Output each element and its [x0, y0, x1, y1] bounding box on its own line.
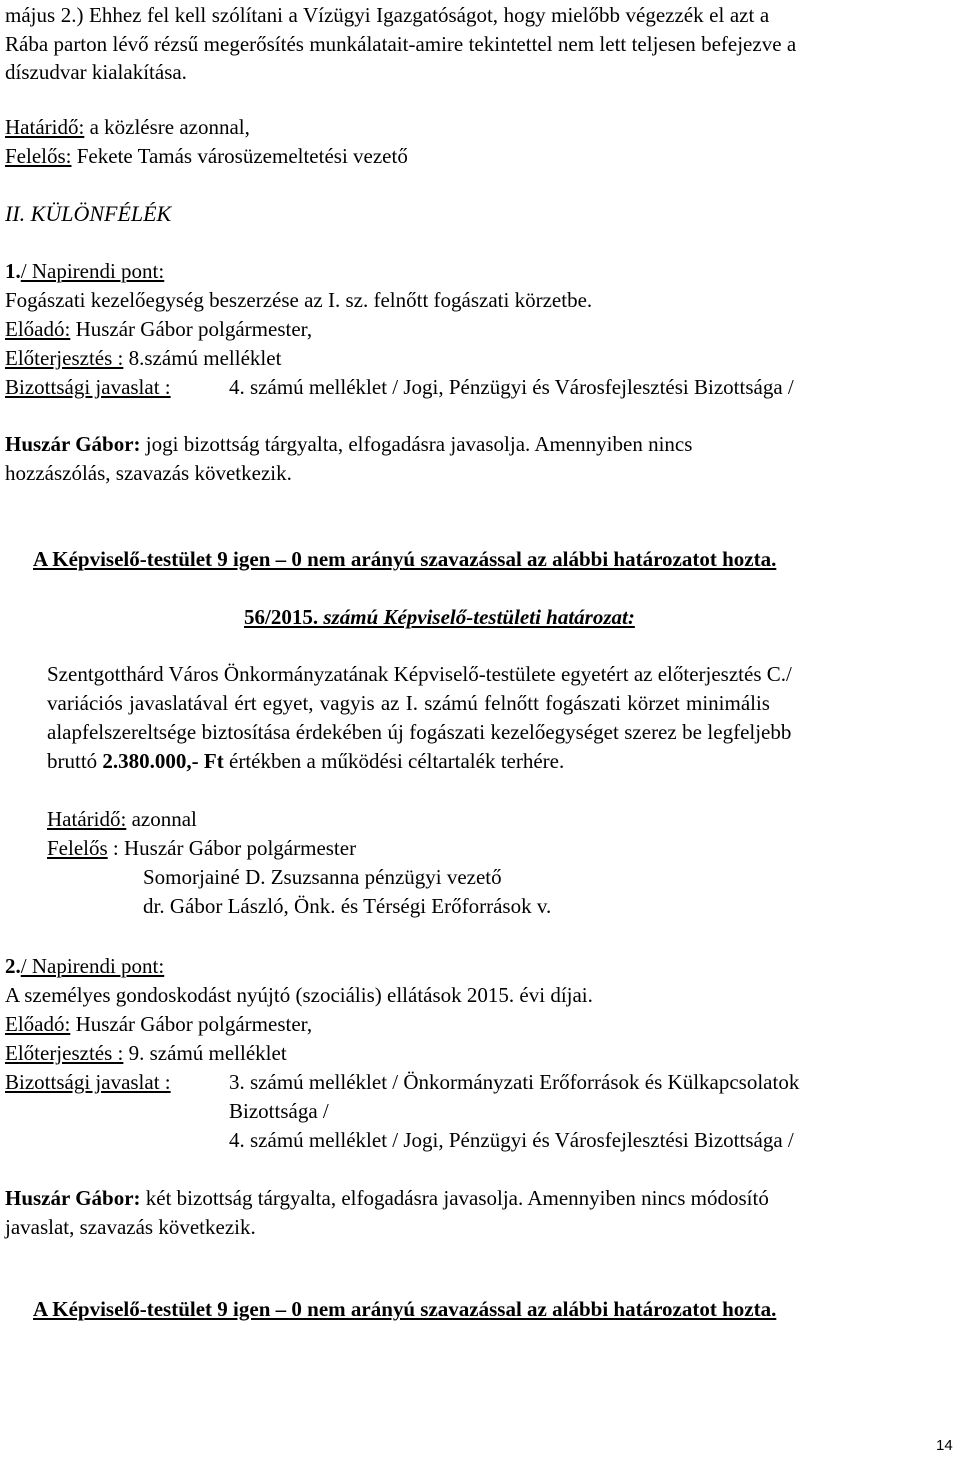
responsible-label: Felelős [47, 836, 108, 860]
responsible-value: Fekete Tamás városüzemeltetési vezető [71, 144, 408, 168]
agenda-label: / Napirendi pont: [20, 954, 165, 978]
presenter-label: Előadó: [5, 317, 71, 341]
amount: 2.380.000,- Ft [102, 749, 224, 773]
speaker-text: két bizottság tárgyalta, elfogadásra javasolja. Amennyiben nincs módosító [140, 1186, 769, 1210]
committee-value: 4. számú melléklet / Jogi, Pénzügyi és Városfejlesztési Bizottsága / [229, 375, 794, 399]
deadline-label: Határidő: [5, 115, 85, 139]
page-number: 14 [936, 1437, 953, 1454]
proposal-value: 9. számú melléklet [123, 1041, 287, 1065]
intro-line: május 2.) Ehhez fel kell szólítani a Vízügyi Igazgatóságot, hogy mielőbb végezzék el azt a [5, 3, 770, 27]
agenda-label: / Napirendi pont: [20, 259, 165, 283]
agenda-number: 2. [5, 954, 21, 978]
agenda-heading [5, 261, 164, 282]
presenter [5, 319, 312, 340]
presenter-value: Huszár Gábor polgármester, [70, 317, 313, 341]
speaker-name: Huszár Gábor: [5, 432, 141, 456]
resolution-text: Szentgotthárd Város Önkormányzatának Képviselő-testülete egyetért az előterjesztés C./ [47, 662, 792, 686]
presenter-label: Előadó: [5, 1012, 71, 1036]
intro-responsible [5, 146, 408, 167]
presenter [5, 1014, 312, 1035]
resolution-text: alapfelszereltsége biztosítása érdekében új fogászati kezelőegységet szerez be legfeljebb [47, 720, 792, 744]
intro-line: díszudvar kialakítása. [5, 60, 187, 84]
vote-result: A Képviselő-testület 9 igen – 0 nem arányú szavazással az alábbi határozatot hozta. [33, 547, 777, 571]
responsible-extra: Somorjainé D. Zsuzsanna pénzügyi vezető [143, 865, 502, 889]
committee-label: Bizottsági javaslat : [5, 1070, 171, 1094]
resolution-text: variációs javaslatával ért egyet, vagyis az I. számú felnőtt fogászati körzet minimális [47, 691, 770, 715]
intro-line: Rába parton lévő rézsű megerősítés munkálatait-amire tekintettel nem lett teljesen befejezve a [5, 32, 797, 56]
section-title: II. KÜLÖNFÉLÉK [5, 201, 172, 226]
proposal-label: Előterjesztés : [5, 346, 124, 370]
speaker-name: Huszár Gábor: [5, 1186, 141, 1210]
resolution-title [244, 607, 635, 628]
responsible-value: : Huszár Gábor polgármester [107, 836, 357, 860]
speaker-line [5, 1188, 769, 1209]
vote-result: A Képviselő-testület 9 igen – 0 nem arányú szavazással az alábbi határozatot hozta. [33, 1297, 777, 1321]
deadline [47, 809, 197, 830]
responsible [47, 838, 356, 859]
committee-value: 4. számú melléklet / Jogi, Pénzügyi és Városfejlesztési Bizottsága / [229, 1128, 794, 1152]
deadline-label: Határidő: [47, 807, 127, 831]
resolution-text: bruttó 2.380.000,- Ft értékben a működési céltartalék terhére. [47, 749, 565, 773]
intro-deadline [5, 117, 250, 138]
proposal-value: 8.számú melléklet [123, 346, 282, 370]
speaker-line: hozzászólás, szavazás következik. [5, 461, 292, 485]
committee-value: Bizottsága / [229, 1099, 329, 1123]
speaker-line: javaslat, szavazás következik. [5, 1215, 256, 1239]
resolution-label: számú Képviselő-testületi határozat: [318, 605, 635, 629]
speaker-line [5, 434, 692, 455]
speaker-text: jogi bizottság tárgyalta, elfogadásra javasolja. Amennyiben nincs [140, 432, 693, 456]
deadline-value: a közlésre azonnal, [84, 115, 250, 139]
agenda-subject: A személyes gondoskodást nyújtó (szociális) ellátások 2015. évi díjai. [5, 983, 593, 1007]
agenda-number: 1. [5, 259, 21, 283]
resolution-number: 56/2015. [244, 605, 319, 629]
agenda-heading [5, 956, 164, 977]
presenter-value: Huszár Gábor polgármester, [70, 1012, 313, 1036]
committee-value: 3. számú melléklet / Önkormányzati Erőforrások és Külkapcsolatok [229, 1070, 800, 1094]
deadline-value: azonnal [126, 807, 197, 831]
proposal [5, 348, 281, 369]
proposal [5, 1043, 287, 1064]
agenda-subject: Fogászati kezelőegység beszerzése az I. sz. felnőtt fogászati körzetbe. [5, 288, 593, 312]
proposal-label: Előterjesztés : [5, 1041, 124, 1065]
committee-label: Bizottsági javaslat : [5, 375, 171, 399]
responsible-extra: dr. Gábor László, Önk. és Térségi Erőforrások v. [143, 894, 552, 918]
responsible-label: Felelős: [5, 144, 72, 168]
